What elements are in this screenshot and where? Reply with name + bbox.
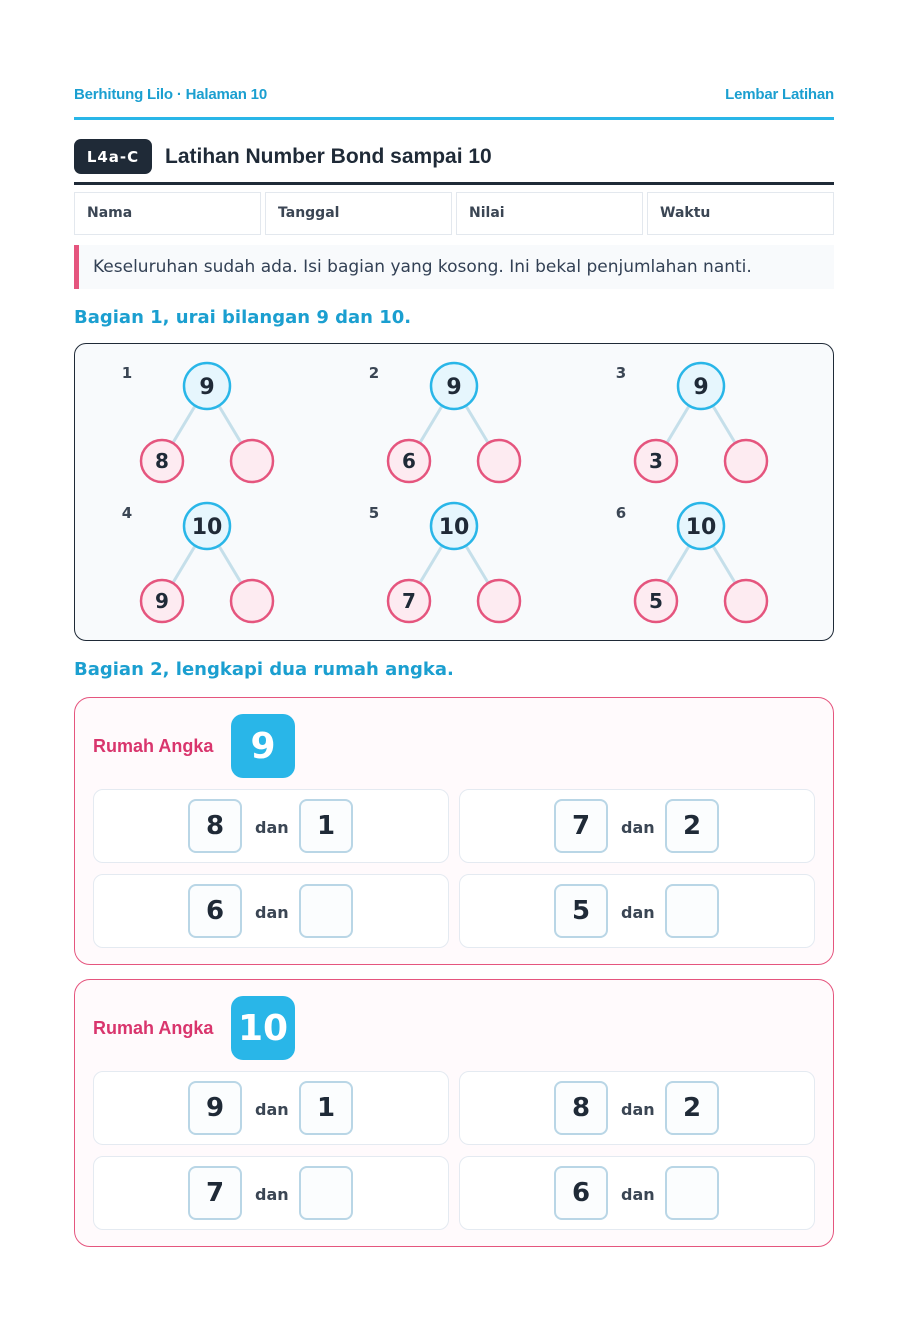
pair-second-number: 2	[665, 799, 719, 853]
pair-second-number: 1	[299, 799, 353, 853]
pair-first-number: 7	[188, 1166, 242, 1220]
time-field[interactable]: Waktu	[647, 192, 834, 235]
header-right-text: Lembar Latihan	[725, 86, 834, 103]
pair-blank-input[interactable]	[665, 884, 719, 938]
bond-blank-circle[interactable]	[231, 580, 273, 622]
pair-first-number: 6	[188, 884, 242, 938]
bond-number: 2	[368, 364, 380, 382]
house-roof-number: 9	[231, 714, 295, 778]
bond-part-value: 5	[649, 589, 663, 613]
number-house-9	[74, 697, 834, 965]
pair-conjunction: dan	[255, 903, 289, 922]
pair-row	[459, 1071, 815, 1145]
pair-conjunction: dan	[255, 818, 289, 837]
page-header	[74, 86, 834, 120]
bond-number: 4	[121, 504, 133, 522]
pair-first-number: 5	[554, 884, 608, 938]
pair-blank-input[interactable]	[299, 1166, 353, 1220]
pair-first-number: 7	[554, 799, 608, 853]
house-label: Rumah Angka	[93, 736, 214, 756]
bond-part-value: 9	[155, 589, 169, 613]
bond-whole-value: 10	[685, 515, 717, 540]
score-field[interactable]: Nilai	[456, 192, 643, 235]
pair-row	[93, 1071, 449, 1145]
header-left-text: Berhitung Lilo · Halaman 10	[74, 86, 267, 103]
page-title: Latihan Number Bond sampai 10	[165, 145, 492, 168]
bond-blank-circle[interactable]	[725, 580, 767, 622]
pair-row	[459, 1156, 815, 1230]
pair-row	[459, 789, 815, 863]
bond-number: 6	[615, 504, 627, 522]
section2-title: Bagian 2, lengkapi dua rumah angka.	[74, 659, 454, 680]
pair-conjunction: dan	[621, 903, 655, 922]
house-roof-number: 10	[231, 996, 295, 1060]
pair-conjunction: dan	[255, 1185, 289, 1204]
bond-part-value: 3	[649, 449, 663, 473]
worksheet-code-badge: L4a-C	[74, 139, 152, 174]
bond-part-value: 8	[155, 449, 169, 473]
pair-first-number: 6	[554, 1166, 608, 1220]
pair-conjunction: dan	[621, 1185, 655, 1204]
pair-first-number: 8	[188, 799, 242, 853]
section1-title: Bagian 1, urai bilangan 9 dan 10.	[74, 307, 412, 328]
bond-part-value: 6	[402, 449, 416, 473]
pair-blank-input[interactable]	[299, 884, 353, 938]
bond-blank-circle[interactable]	[725, 440, 767, 482]
house-label: Rumah Angka	[93, 1018, 214, 1038]
pair-row	[459, 874, 815, 948]
pair-second-number: 1	[299, 1081, 353, 1135]
pair-conjunction: dan	[255, 1100, 289, 1119]
bond-blank-circle[interactable]	[231, 440, 273, 482]
pair-row	[93, 1156, 449, 1230]
date-field[interactable]: Tanggal	[265, 192, 452, 235]
pair-conjunction: dan	[621, 818, 655, 837]
bond-whole-value: 9	[199, 375, 215, 400]
bond-part-value: 7	[402, 589, 416, 613]
pair-row	[93, 789, 449, 863]
bond-whole-value: 10	[438, 515, 470, 540]
pair-row	[93, 874, 449, 948]
pair-blank-input[interactable]	[665, 1166, 719, 1220]
pair-first-number: 9	[188, 1081, 242, 1135]
number-bond-panel	[74, 343, 834, 641]
bond-number: 3	[615, 364, 627, 382]
bond-blank-circle[interactable]	[478, 580, 520, 622]
name-field[interactable]: Nama	[74, 192, 261, 235]
bond-whole-value: 10	[191, 515, 223, 540]
pair-second-number: 2	[665, 1081, 719, 1135]
pair-conjunction: dan	[621, 1100, 655, 1119]
number-bond-svg	[75, 344, 835, 642]
bond-number: 1	[121, 364, 133, 382]
info-fields-row	[74, 192, 834, 235]
bond-whole-value: 9	[446, 375, 462, 400]
number-house-10	[74, 979, 834, 1247]
bond-blank-circle[interactable]	[478, 440, 520, 482]
title-row	[74, 139, 834, 185]
pair-first-number: 8	[554, 1081, 608, 1135]
instruction-note: Keseluruhan sudah ada. Isi bagian yang kosong. Ini bekal penjumlahan nanti.	[74, 245, 834, 289]
bond-number: 5	[368, 504, 380, 522]
bond-whole-value: 9	[693, 375, 709, 400]
